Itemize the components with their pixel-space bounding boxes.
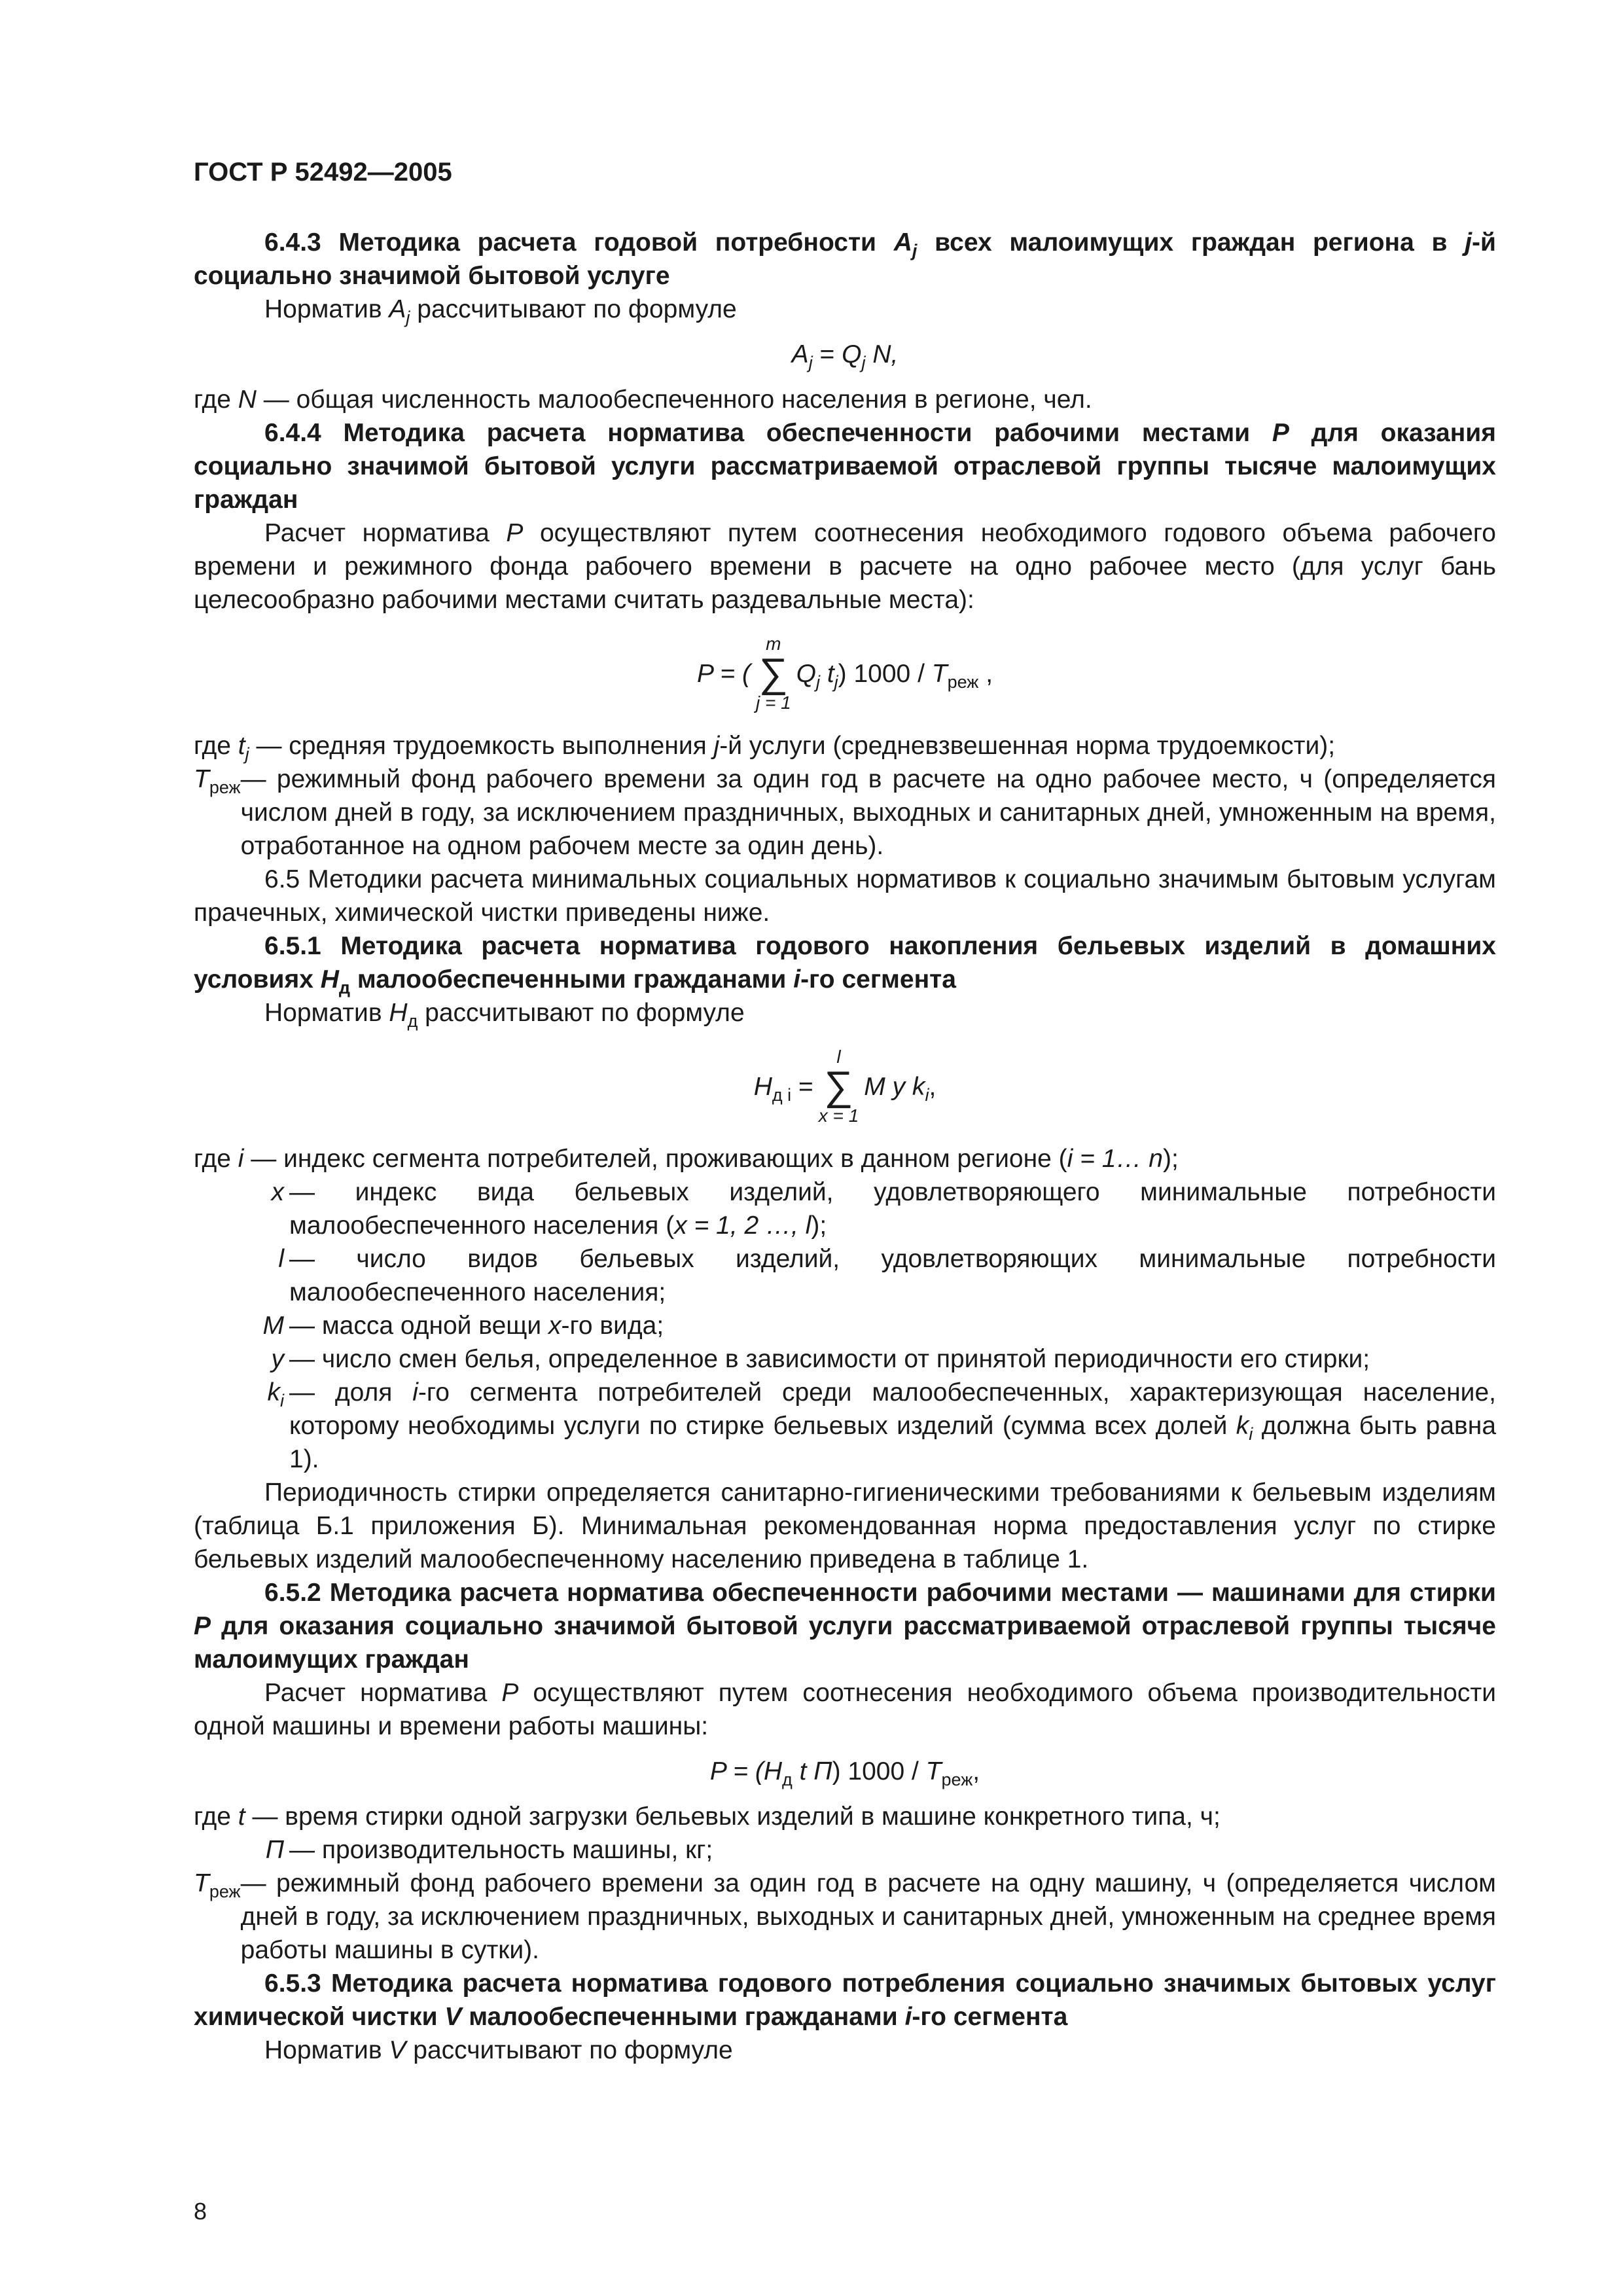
definition-Treg (194, 762, 1496, 863)
sum-upper: l (836, 1047, 841, 1067)
definition-Treg-machine (194, 1867, 1496, 1967)
section-6-5-1-heading (194, 929, 1496, 996)
formula-P-workplaces (194, 624, 1496, 723)
var-i: i (793, 965, 801, 994)
formula-sub: реж (947, 672, 979, 692)
var-A: A (893, 228, 912, 257)
formula-part: , (972, 1757, 980, 1785)
definition-text: — режимный фонд рабочего времени за один год в расчете на одну машину, ч (определяется числом дней в году, за исключением праздничных, выходных и санитарных дней, умноженным на среднее время работы машины в сутки). (240, 1869, 1496, 1964)
formula-sub: j (834, 672, 838, 692)
text: рассчитывают по формуле (410, 295, 737, 323)
formula-part: N, (865, 340, 899, 368)
text: осуществляют путем соотнесения необходимого годового объема рабочего времени и режимного фонда рабочего времени в расчете на одно рабочее место (для услуг бань целесообразно рабочими местами считать раздевальные места): (194, 519, 1496, 614)
heading-text: всех малоимущих граждан региона в (917, 228, 1465, 257)
heading-text: 6.5.3 Методика расчета норматива годового потребления социально значимых бытовых услуг химической чистки (194, 1969, 1496, 2031)
formula-part: , (929, 1072, 936, 1101)
var-P: P (506, 519, 524, 547)
formula-part: ) 1000 / (832, 1757, 926, 1785)
document-page (194, 156, 1496, 2067)
var-H: H (320, 965, 339, 994)
sub-i: i (1249, 1424, 1253, 1444)
text: Расчет норматива (264, 1679, 502, 1707)
definition-M (194, 1309, 1496, 1342)
formula-part: H (763, 1757, 783, 1785)
var-T: T (194, 1869, 209, 1897)
formula-part: Q (796, 659, 816, 688)
heading-text: 6.5.2 Методика расчета норматива обеспеченности рабочими местами — машинами для стирки (264, 1579, 1496, 1607)
var-i: i (904, 2003, 912, 2031)
page-number: 8 (194, 2198, 207, 2225)
formula-sub: i (925, 1085, 929, 1105)
text: ); (1162, 1145, 1179, 1173)
definition-P-productivity (194, 1833, 1496, 1867)
sigma-symbol: ∑ (758, 651, 788, 696)
heading-text: -го сегмента (800, 965, 956, 994)
var-range: x = 1, 2 …, l (674, 1211, 812, 1240)
var-V: V (389, 2036, 406, 2064)
document-code: ГОСТ Р 52492—2005 (194, 158, 452, 187)
sub-j: j (245, 744, 249, 764)
heading-text: для оказания социально значимой бытовой услуги рассматриваемой отраслевой группы тысяче малоимущих граждан (194, 1612, 1496, 1674)
heading-text: малообеспеченными гражданами (461, 2003, 905, 2031)
formula-part: , (978, 659, 993, 688)
var-M: M (262, 1312, 284, 1340)
formula-part: T (931, 659, 948, 688)
definition-text: -го сегмента потребителей среди малообеспеченных, характеризующая население, которому необходимы услуги по стирке бельевых изделий (сумма всех долей (289, 1378, 1496, 1440)
formula-sub: д (782, 1769, 793, 1789)
sub-reg: реж (209, 777, 241, 797)
var-x: x (548, 1312, 562, 1340)
heading-text: 6.5.1 Методика расчета норматива годового накопления бельевых изделий в домашних условиях (194, 932, 1496, 994)
heading-text: для оказания социально значимой бытовой услуги рассматриваемой отраслевой группы тысяче малоимущих граждан (194, 419, 1496, 514)
definition-text: — режимный фонд рабочего времени за один год в расчете на одно рабочее место, ч (определяется числом дней в году, за исключением праздничных, выходных и санитарных дней, умноженным на время, отработанное на одном рабочем месте за один день). (240, 765, 1496, 860)
formula-part: ) 1000 / (838, 659, 932, 688)
sigma-symbol: ∑ (824, 1064, 853, 1109)
definition-text: — индекс вида бельевых изделий, удовлетворяющего минимальные потребности малообеспеченного населения ( (289, 1178, 1496, 1240)
formula-part: H (753, 1072, 772, 1101)
var-P: P (501, 1679, 519, 1707)
text: -й услуги (средневзвешенная норма трудоемкости); (719, 732, 1336, 760)
heading-text: 6.4.3 Методика расчета годовой потребности (264, 228, 894, 257)
var-j: j (1465, 228, 1472, 257)
sum-operator (819, 1047, 859, 1126)
formula-part: = (791, 1072, 813, 1101)
formula-sub: j (808, 352, 813, 372)
formula-part: T (925, 1757, 942, 1785)
sub-j: j (406, 307, 410, 327)
var-t: t (238, 732, 245, 760)
var-T: T (194, 765, 209, 793)
section-6-5-2-heading (194, 1576, 1496, 1676)
text: — время стирки одной загрузки бельевых изделий в машине конкретного типа, ч; (245, 1803, 1221, 1831)
text: Норматив (264, 2036, 389, 2064)
formula-part: A (791, 340, 809, 368)
definition-text: ); (811, 1211, 827, 1240)
text: Расчет норматива (264, 519, 507, 547)
text: рассчитывают по формуле (418, 999, 745, 1027)
formula-part: t (819, 659, 834, 688)
section-6-5-3-heading (194, 1967, 1496, 2034)
definition-i (194, 1142, 1496, 1175)
formula-P-machines (194, 1755, 1496, 1788)
text: Норматив (264, 999, 389, 1027)
var-P: P (194, 1612, 211, 1640)
sub-d: д (338, 977, 351, 997)
text: рассчитывают по формуле (406, 2036, 733, 2064)
sub-i: i (280, 1390, 284, 1410)
section-6-5-2-body (194, 1676, 1496, 1743)
formula-sub: д i (772, 1085, 792, 1105)
text: где (194, 732, 238, 760)
text: — индекс сегмента потребителей, проживающих в данном регионе ( (243, 1145, 1067, 1173)
text: где (194, 1145, 238, 1173)
heading-text: -го сегмента (912, 2003, 1068, 2031)
definition-text: — число видов бельевых изделий, удовлетворяющих минимальные потребности малообеспеченного населения; (289, 1245, 1496, 1306)
definition-text: — масса одной вещи (289, 1312, 548, 1340)
var-y: y (271, 1345, 284, 1373)
sum-lower: j = 1 (755, 692, 791, 713)
heading-text: малообеспеченными гражданами (350, 965, 794, 994)
formula-Hd (194, 1037, 1496, 1136)
section-6-4-4-heading (194, 416, 1496, 516)
var-k: k (1236, 1412, 1249, 1440)
heading-text: 6.4.4 Методика расчета норматива обеспеченности рабочими местами (264, 419, 1272, 447)
formula-part: P = ( (709, 1757, 764, 1785)
sub-reg: реж (209, 1881, 241, 1901)
var-t: t (238, 1803, 245, 1831)
var-i: i (412, 1378, 418, 1407)
sum-lower: x = 1 (818, 1105, 859, 1126)
definition-l (194, 1242, 1496, 1309)
section-6-5: 6.5 Методики расчета минимальных социальных нормативов к социально значимым бытовым услугам прачечных, химической чистки приведены ниже. (194, 865, 1496, 927)
section-6-5-1-intro (194, 996, 1496, 1030)
definition-t (194, 1800, 1496, 1833)
section-6-5-3-intro (194, 2034, 1496, 2067)
section-6-4-3-intro (194, 293, 1496, 326)
formula-part: t П (792, 1757, 832, 1785)
var-k: k (267, 1378, 280, 1407)
definition-text: — производительность машины, кг; (289, 1836, 713, 1864)
text: где (194, 386, 238, 414)
sub-j: j (912, 240, 918, 260)
formula-sub: реж (941, 1769, 973, 1789)
section-6-5-1-para: Периодичность стирки определяется санитарно-гигиеническими требованиями к бельевым изделиям (таблица Б.1 приложения Б). Минимальная рекомендованная норма предоставления услуг по стирке бельевых изделий малообеспеченному населению приведена в таблице 1. (194, 1479, 1496, 1573)
text: Норматив (264, 295, 389, 323)
definition-text: — число смен белья, определенное в зависимости от принятой периодичности его стирки; (289, 1345, 1370, 1373)
formula-part: M y k (864, 1072, 925, 1101)
var-j: j (713, 732, 720, 760)
formula-sub: j (861, 352, 866, 372)
sub-d: д (407, 1011, 418, 1031)
text: осуществляют путем соотнесения необходимого объема производительности одной машины и времени работы машины: (194, 1679, 1496, 1740)
formula-part: = (812, 340, 842, 368)
var-V: V (444, 2003, 462, 2031)
formula-sub: j (815, 672, 820, 692)
definition-text: — доля (289, 1378, 413, 1407)
definition-y (194, 1342, 1496, 1376)
definition-x (194, 1175, 1496, 1242)
formula-part: Q (842, 340, 862, 368)
var-x: x (271, 1178, 284, 1206)
sum-operator (756, 634, 791, 713)
section-6-4-3-heading (194, 226, 1496, 293)
text: где (194, 1803, 238, 1831)
var-H: H (389, 999, 408, 1027)
text: — общая численность малообеспеченного населения в регионе, чел. (256, 386, 1092, 414)
formula-part: P = ( (696, 659, 751, 688)
var-i: i (238, 1145, 244, 1173)
var-range: i = 1… n (1067, 1145, 1163, 1173)
section-6-4-4-body (194, 516, 1496, 617)
sum-upper: m (766, 634, 781, 654)
var-A: A (389, 295, 406, 323)
var-P: P (1272, 419, 1289, 447)
definition-text: должна быть равна 1). (289, 1412, 1497, 1473)
definition-ki (194, 1376, 1496, 1476)
formula-Aj (194, 338, 1496, 371)
heading-text: -й социально значимой бытовой услуге (194, 228, 1496, 290)
var-P-cyr: П (265, 1836, 284, 1864)
var-l: l (278, 1245, 284, 1273)
definition-N (194, 383, 1496, 416)
definition-tj (194, 729, 1496, 762)
definition-text: -го вида; (561, 1312, 664, 1340)
var-N: N (238, 386, 257, 414)
text: — средняя трудоемкость выполнения (249, 732, 714, 760)
